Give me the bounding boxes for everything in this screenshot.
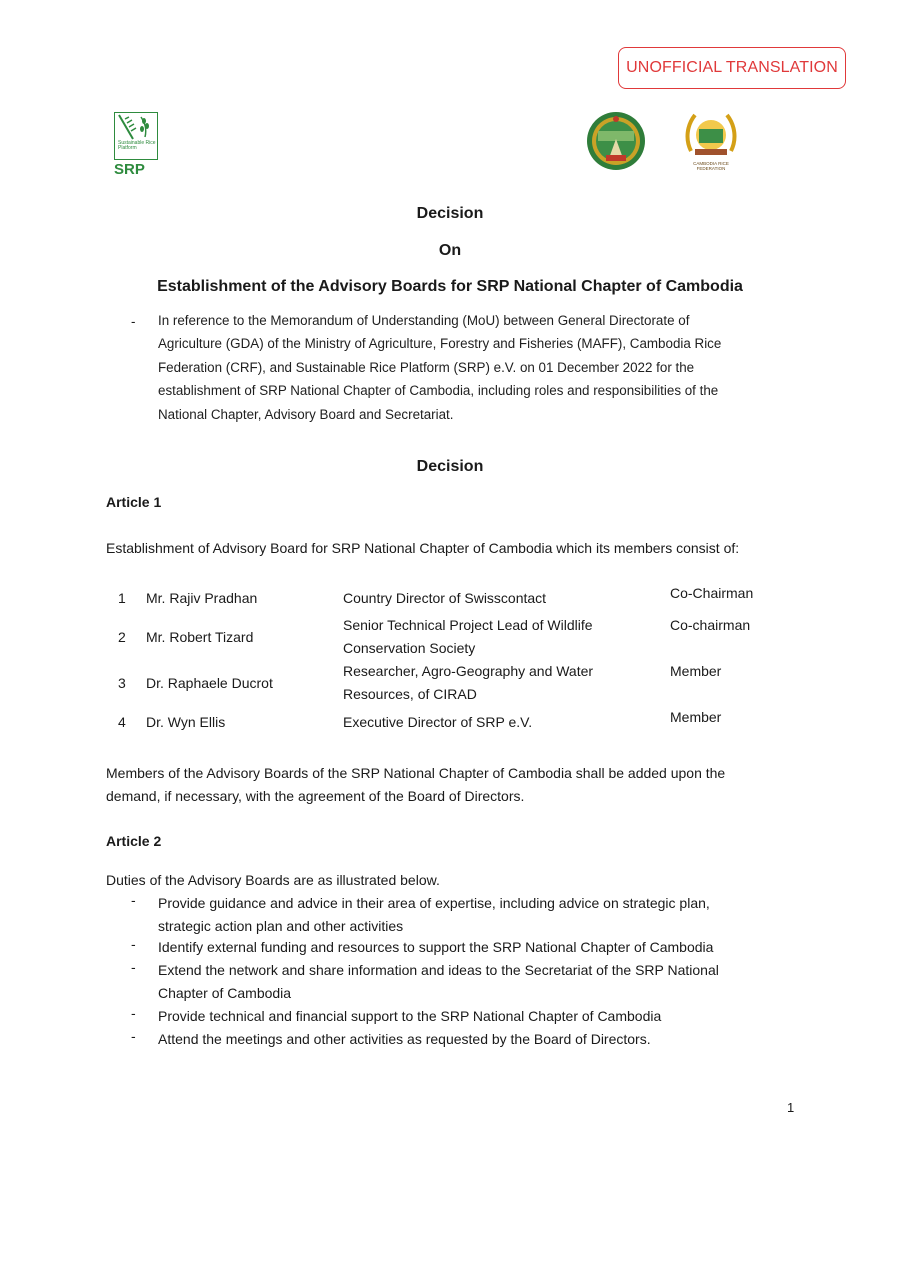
member-name: Mr. Rajiv Pradhan bbox=[146, 590, 258, 606]
duty-text bbox=[158, 1005, 768, 1028]
srp-logo-word: SRP bbox=[114, 161, 145, 178]
title-decision: Decision bbox=[416, 205, 484, 222]
article-2-heading: Article 2 bbox=[106, 833, 162, 849]
article-2-intro: Duties of the Advisory Boards are as illustrated below. bbox=[106, 872, 440, 888]
duty-line: Chapter of Cambodia bbox=[158, 985, 292, 1001]
bullet-dash: - bbox=[131, 936, 136, 952]
preamble-line: In reference to the Memorandum of Understanding (MoU) between General Directorate of bbox=[158, 313, 690, 328]
duty-line: Provide technical and financial support to the SRP National Chapter of Cambodia bbox=[158, 1008, 662, 1024]
member-name: Dr. Raphaele Ducrot bbox=[146, 675, 273, 691]
preamble-line: National Chapter, Advisory Board and Secretariat. bbox=[158, 406, 454, 422]
preamble-dash: - bbox=[131, 314, 136, 329]
bullet-dash: - bbox=[131, 1028, 136, 1044]
crf-seal-text: CAMBODIA RICE FEDERATION bbox=[693, 161, 729, 171]
member-name: Mr. Robert Tizard bbox=[146, 629, 254, 645]
member-role: Member bbox=[670, 663, 722, 679]
member-number: 4 bbox=[118, 714, 126, 730]
bullet-dash: - bbox=[131, 892, 136, 908]
srp-logo-box bbox=[114, 112, 158, 160]
srp-logo bbox=[114, 112, 160, 176]
member-position: Senior Technical Project Lead of Wildlife bbox=[343, 617, 593, 633]
member-name: Dr. Wyn Ellis bbox=[146, 714, 226, 730]
duty-line: Provide guidance and advice in their area of expertise, including advice on strategic plan, bbox=[158, 895, 710, 911]
member-role: Co-Chairman bbox=[670, 585, 754, 601]
title-subject: Establishment of the Advisory Boards for SRP National Chapter of Cambodia bbox=[157, 278, 743, 295]
duty-text bbox=[158, 892, 768, 938]
member-number: 3 bbox=[118, 675, 126, 691]
title-on: On bbox=[438, 242, 462, 259]
article-1-heading: Article 1 bbox=[106, 494, 162, 510]
member-position: Country Director of Swisscontact bbox=[343, 590, 547, 606]
note-line: Members of the Advisory Boards of the SRP National Chapter of Cambodia shall be added upon the bbox=[106, 765, 726, 781]
note-line: demand, if necessary, with the agreement of the Board of Directors. bbox=[106, 788, 525, 804]
bullet-dash: - bbox=[131, 1005, 136, 1021]
duty-line: Extend the network and share information and ideas to the Secretariat of the SRP National bbox=[158, 962, 719, 978]
duty-line: Attend the meetings and other activities as requested by the Board of Directors. bbox=[158, 1031, 651, 1047]
member-position: Conservation Society bbox=[343, 640, 476, 656]
article-1-note bbox=[106, 762, 786, 808]
member-position: Researcher, Agro-Geography and Water bbox=[343, 663, 594, 679]
gda-seal-icon bbox=[586, 111, 646, 171]
decision-heading: Decision bbox=[416, 458, 484, 475]
preamble-text bbox=[158, 309, 763, 426]
member-role: Co-chairman bbox=[670, 617, 751, 633]
duty-text bbox=[158, 936, 768, 959]
member-number: 2 bbox=[118, 629, 126, 645]
article-1-intro: Establishment of Advisory Board for SRP National Chapter of Cambodia which its members consist of: bbox=[106, 540, 740, 556]
unofficial-translation-stamp: UNOFFICIAL TRANSLATION bbox=[618, 47, 846, 89]
bullet-dash: - bbox=[131, 959, 136, 975]
preamble-line: Agriculture (GDA) of the Ministry of Agriculture, Forestry and Fisheries (MAFF), Cambodia Rice bbox=[158, 336, 722, 352]
rice-plant-icon bbox=[115, 113, 157, 143]
member-position: Executive Director of SRP e.V. bbox=[343, 714, 533, 730]
srp-logo-tiny-text: Sustainable Rice Platform bbox=[118, 140, 156, 152]
member-number: 1 bbox=[118, 590, 126, 606]
preamble-line: establishment of SRP National Chapter of Cambodia, including roles and responsibilities of the bbox=[158, 383, 719, 399]
duty-text bbox=[158, 959, 768, 1005]
member-position: Resources, of CIRAD bbox=[343, 686, 477, 702]
crf-seal-icon bbox=[681, 111, 741, 171]
preamble-line: Federation (CRF), and Sustainable Rice Platform (SRP) e.V. on 01 December 2022 for the bbox=[158, 359, 695, 375]
duty-text bbox=[158, 1028, 768, 1051]
page-number: 1 bbox=[787, 1100, 795, 1115]
member-role: Member bbox=[670, 709, 722, 725]
duty-line: Identify external funding and resources to support the SRP National Chapter of Cambodia bbox=[158, 939, 714, 955]
duty-line: strategic action plan and other activities bbox=[158, 918, 404, 934]
